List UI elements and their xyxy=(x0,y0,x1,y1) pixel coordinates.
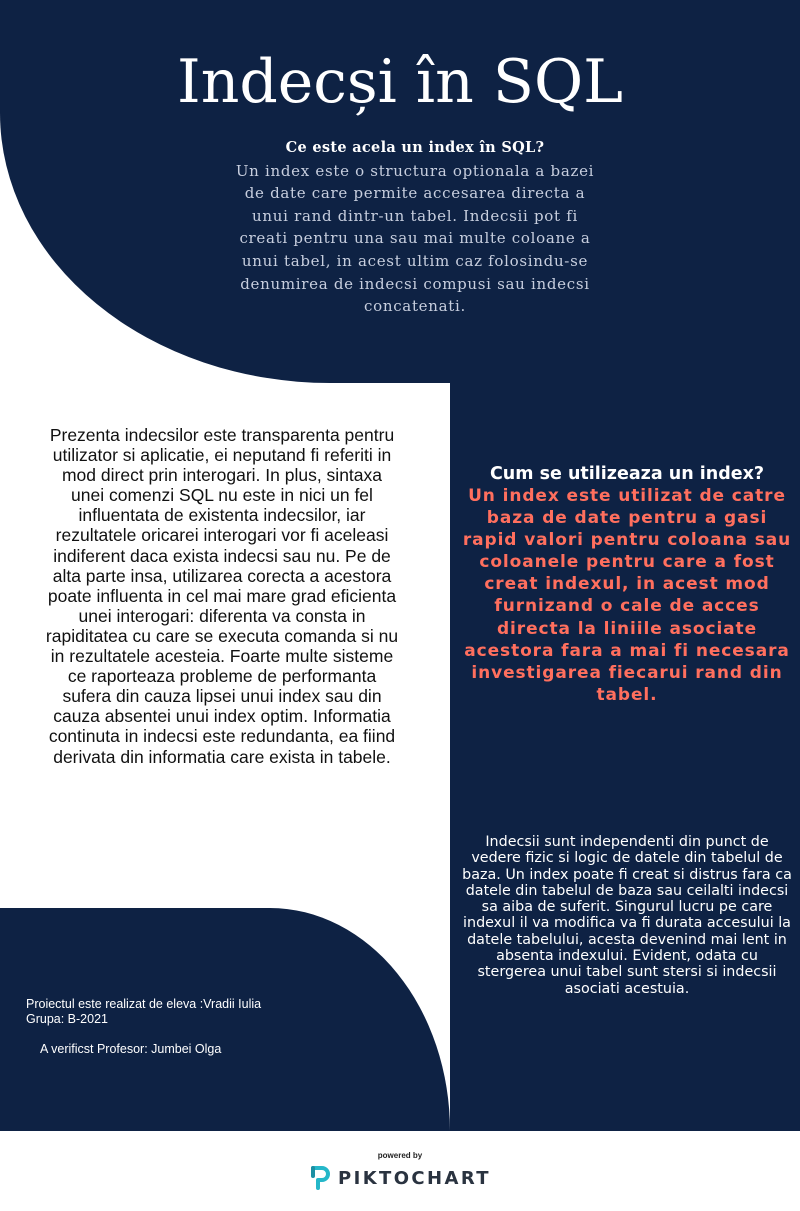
usage-answer: Un index este utilizat de catre baza de date pentru a gasi rapid valori pentru coloana sau coloanele pentru care a fost creat indexul, in acest mod furnizand o cale de acces directa la liniile asociate acestora fara a mai fi necesara investigarea fiecarui rand din tabel. xyxy=(462,486,792,705)
page-title: Indecși în SQL xyxy=(177,47,623,117)
powered-by-label: powered by xyxy=(377,1151,423,1160)
teacher-line: A verificst Profesor: Jumbei Olga xyxy=(40,1042,222,1056)
intro-answer: Un index este o structura optionala a bazei de date care permite accesarea directa a unui rand dintr-un tabel. Indecsii pot fi creati pentru una sau mai multe coloane a unui tabel, in acest ultim caz folosindu-se denumirea de indecsi compusi sau indecsi concatenati. xyxy=(235,161,595,316)
group-line: Grupa: B-2021 xyxy=(26,1012,108,1026)
author-line: Proiectul este realizat de eleva :Vradii Iulia xyxy=(26,997,262,1011)
brand-link[interactable] xyxy=(310,1165,491,1191)
independence-paragraph: Indecsii sunt independenti din punct de vedere fizic si logic de datele din tabelul de baza. Un index poate fi creat si distrus fara ca datele din tabelul de baza sau ceilalti indecsi sa aiba de suferit. Singurul lucru pe care indexul il va modifica va fi durata accesului la datele tabelului, acesta devenind mai lent in absenta indexului. Evident, odata cu stergerea unui tabel sunt stersi si indecsii asociati acestuia. xyxy=(462,834,792,997)
brand-name: PIKTOCHART xyxy=(338,1167,491,1189)
presence-paragraph: Prezenta indecsilor este transparenta pentru utilizator si aplicatie, ei neputand fi referiti in mod direct prin interogari. In plus, sintaxa unei comenzi SQL nu este in nici un fel influentata de existenta indecsilor, iar rezultatele oricarei interogari vor fi aceleasi indiferent daca exista indecsi sau nu. Pe de alta parte insa, utilizarea corecta a acestora poate influenta in cel mai mare grad eficienta unei interogari: diferenta va consta in rapiditatea cu care se executa comanda si nu in rezultatele acesteia. Foarte multe sisteme ce raporteaza probleme de performanta sufera din cauza lipsei unui index sau din cauza absentei unui index optim. Informatia continuta in indecsi este redundanta, ea fiind derivata din informatia care exista in tabele. xyxy=(45,425,399,767)
intro-section xyxy=(230,137,600,318)
footer xyxy=(0,1131,800,1211)
piktochart-logo-icon xyxy=(310,1165,330,1191)
usage-section xyxy=(462,463,792,706)
author-credits xyxy=(26,997,261,1027)
intro-question: Ce este acela un index în SQL? xyxy=(285,139,545,156)
usage-question: Cum se utilizeaza un index? xyxy=(489,464,765,484)
